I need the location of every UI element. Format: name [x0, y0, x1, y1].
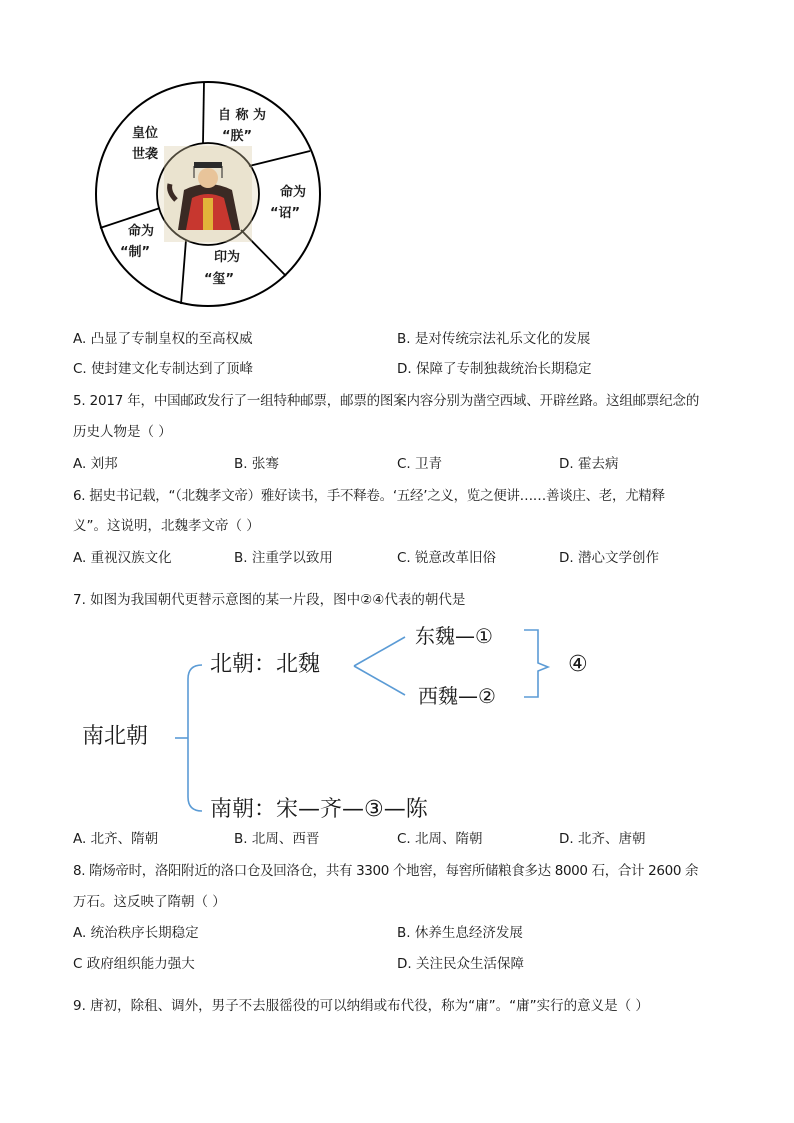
diagram-root: 南北朝 [82, 724, 149, 749]
q5-stem-line2: 历史人物是（ ） [73, 424, 172, 440]
q7-option-c: C. 北周、隋朝 [397, 831, 483, 847]
wheel-segment-4-line1: 命为 [128, 224, 155, 239]
q7-option-a: A. 北齐、隋朝 [73, 831, 159, 847]
q8-option-d: D. 关注民众生活保障 [397, 956, 524, 972]
q5-stem-line1: 5. 2017 年，中国邮政发行了一组特种邮票，邮票的图案内容分别为凿空西域、开辟丝路。这组邮票纪念的 [73, 393, 700, 409]
q8-option-c: C 政府组织能力强大 [73, 956, 195, 972]
wheel-segment-3-line2: “玺” [204, 272, 235, 287]
q5-option-d: D. 霍去病 [559, 456, 619, 472]
q4-option-d: D. 保障了专制独裁统治长期稳定 [397, 361, 592, 377]
q4-option-c: C. 使封建文化专制达到了顶峰 [73, 361, 254, 377]
q5-option-a: A. 刘邦 [73, 456, 118, 472]
q6-stem-line2: 义”。这说明，北魏孝文帝（ ） [73, 518, 260, 534]
wheel-segment-4-line2: “制” [120, 245, 151, 260]
diagram-east: 东魏—① [415, 624, 493, 648]
q8-stem-line2: 万石。这反映了隋朝（ ） [73, 894, 226, 910]
q9-stem-line1: 9. 唐初，除租、调外，男子不去服徭役的可以纳绢或布代役，称为“庸”。“庸”实行的意义是（ ） [73, 998, 649, 1014]
q8-stem-line1: 8. 隋炀帝时，洛阳附近的洛口仓及回洛仓，共有 3300 个地窖，每窖所储粮食多达 8000 石，合计 2600 余 [73, 863, 699, 879]
diagram-west: 西魏—② [418, 684, 496, 708]
wheel-segment-1-line1: 自 称 为 [218, 108, 267, 123]
wheel-segment-1-line2: “朕” [222, 129, 253, 144]
diagram-north: 北朝：北魏 [210, 652, 321, 677]
q4-option-b: B. 是对传统宗法礼乐文化的发展 [397, 331, 591, 347]
q5-option-b: B. 张骞 [234, 456, 279, 472]
diagram-merge: ④ [568, 652, 588, 677]
wheel-segment-3-line1: 印为 [214, 250, 241, 265]
q7-option-b: B. 北周、西晋 [234, 831, 320, 847]
q7-stem: 7. 如图为我国朝代更替示意图的某一片段，图中②④代表的朝代是 [73, 592, 466, 608]
q6-stem-line1: 6. 据史书记载，“（北魏孝文帝）雅好读书，手不释卷。‘五经’之义，览之便讲……善谈庄、老，尤精释 [73, 488, 665, 504]
q6-option-a: A. 重视汉族文化 [73, 550, 172, 566]
wheel-segment-2-line1: 命为 [280, 185, 307, 200]
q6-option-c: C. 锐意改革旧俗 [397, 550, 497, 566]
diagram-south: 南朝：宋—齐—③—陈 [210, 797, 428, 822]
wheel-segment-2-line2: “诏” [270, 206, 301, 221]
q6-option-b: B. 注重学以致用 [234, 550, 333, 566]
q6-option-d: D. 潜心文学创作 [559, 550, 659, 566]
q4-option-a: A. 凸显了专制皇权的至高权威 [73, 331, 253, 347]
q8-option-b: B. 休养生息经济发展 [397, 925, 523, 941]
emperor-portrait [164, 146, 252, 242]
q7-option-d: D. 北齐、唐朝 [559, 831, 646, 847]
wheel-segment-5-line1: 皇位 [132, 126, 159, 141]
q8-option-a: A. 统治秩序长期稳定 [73, 925, 199, 941]
wheel-segment-5-line2: 世袭 [132, 147, 159, 162]
q5-option-c: C. 卫青 [397, 456, 443, 472]
